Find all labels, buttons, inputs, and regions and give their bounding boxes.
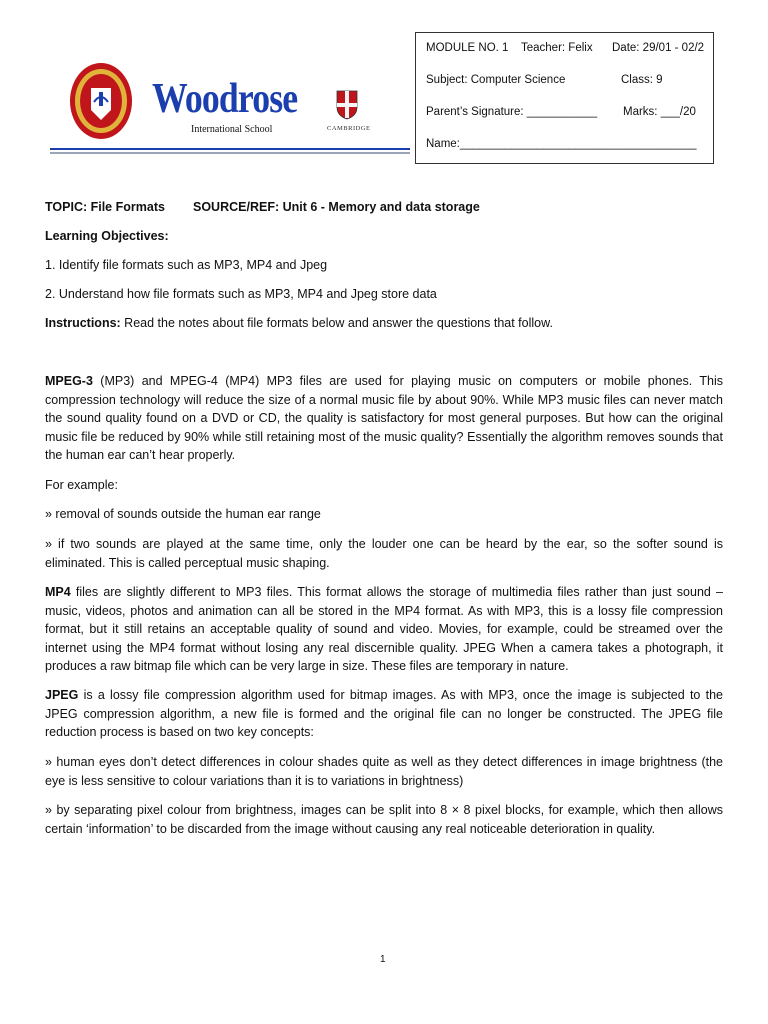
jpeg-term: JPEG — [45, 688, 79, 702]
class-number: Class: 9 — [621, 74, 663, 86]
school-crest-icon — [69, 62, 133, 140]
source-reference: SOURCE/REF: Unit 6 - Memory and data storage — [193, 200, 480, 214]
module-number: MODULE NO. 1 — [426, 42, 509, 54]
example-item: » if two sounds are played at the same time, only the louder one can be heard by the ear, so the softer sound is eliminated. This is called perceptual music shaping. — [45, 537, 723, 570]
mpeg3-term: MPEG-3 — [45, 374, 93, 388]
mpeg3-paragraph — [45, 372, 723, 465]
mpeg3-text: (MP3) and MPEG-4 (MP4) MP3 files are used for playing music on computers or mobile phones. This compression technology will reduce the size of a normal music file by about 90%. While MP3 music files can never match the sound quality found on a DVD or CD, the quality is satisfactory for most general purposes. But how can the original music file be reduced by 90% while still retaining most of the music quality? Essentially the algorithm removes sounds that the human ear can’t hear properly. — [45, 374, 723, 463]
teacher-name: Teacher: Felix — [521, 42, 593, 54]
jpeg-paragraph — [45, 686, 723, 742]
mp4-paragraph — [45, 583, 723, 676]
mp4-text: files are slightly different to MP3 files. This format allows the storage of multimedia files rather than just sound – music, videos, photos and animation can all be stored in the MP4 format. As with MP3, this is a lossy file compression format, but it still retains an acceptable quality of sound and video. Movies, for example, could be streamed over the internet using the MP4 format without losing any real discernible quality. JPEG When a camera takes a photograph, it produces a raw bitmap file which can be very large in size. These files are temporary in nature. — [45, 585, 723, 674]
objectives-heading: Learning Objectives: — [45, 229, 169, 243]
jpeg-concept-item: » by separating pixel colour from brightness, images can be split into 8 × 8 pixel blocks, for example, which then allows certain ‘information’ to be discarded from the image without causing any real noticeable deterioration in quality. — [45, 803, 723, 836]
instructions — [45, 316, 553, 330]
cambridge-label: CAMBRIDGE — [327, 125, 371, 132]
date-range: Date: 29/01 - 02/2 — [612, 42, 705, 54]
jpeg-text: is a lossy file compression algorithm used for bitmap images. As with MP3, once the image is subjected to the JPEG compression algorithm, a new file is formed and the original file can no longer be constructed. The JPEG file reduction process is based on two key concepts: — [45, 688, 723, 740]
for-example-label: For example: — [45, 478, 118, 492]
header-info-box — [415, 32, 714, 164]
topic-heading: TOPIC: File Formats — [45, 200, 165, 214]
cambridge-shield-icon — [336, 90, 358, 120]
instructions-text: Read the notes about file formats below and answer the questions that follow. — [120, 316, 553, 330]
objective-item: 1. Identify file formats such as MP3, MP4 and Jpeg — [45, 258, 328, 272]
example-item: » removal of sounds outside the human ear range — [45, 507, 321, 521]
name-field: Name:_____________________________________ — [426, 138, 697, 150]
objective-item: 2. Understand how file formats such as MP3, MP4 and Jpeg store data — [45, 287, 437, 301]
marks-field: Marks: ___/20 — [623, 106, 696, 118]
school-subtitle: International School — [191, 124, 273, 135]
page-number: 1 — [380, 954, 386, 965]
header-rule — [50, 148, 410, 150]
instructions-label: Instructions: — [45, 316, 121, 330]
parent-signature-field: Parent’s Signature: ___________ — [426, 106, 598, 118]
mp4-term: MP4 — [45, 585, 71, 599]
school-name: Woodrose — [152, 76, 298, 122]
subject: Subject: Computer Science — [426, 74, 566, 86]
jpeg-concept-item: » human eyes don’t detect differences in colour shades quite as well as they detect differences in image brightness (the eye is less sensitive to colour variations than it is to variations in brightness) — [45, 755, 723, 788]
header-rule-secondary — [50, 152, 410, 154]
